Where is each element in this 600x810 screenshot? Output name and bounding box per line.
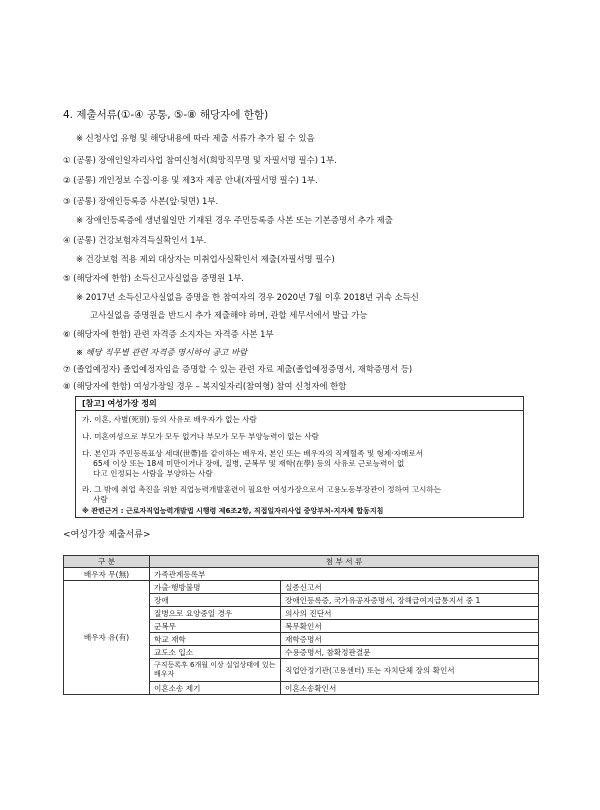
- note-line: ※ 신청사업 유형 및 해당내용에 따라 제출 서류가 추가 될 수 있음: [76, 133, 315, 143]
- notice-box: [75, 396, 524, 518]
- list-item: ⑤ (해당자에 한함) 소득신고사실없음 증명원 1부.: [63, 273, 244, 283]
- row-group: 배우자 유(有): [64, 581, 150, 695]
- row-item: 구직등록후 6개월 이상 실업상태에 있는 배우자: [150, 659, 281, 682]
- row-doc: 장애인등록증, 국가유공자증명서, 장해급여지급통지서 중 1: [281, 594, 539, 607]
- row-doc: 실종신고서: [281, 581, 539, 594]
- list-item: ② (공통) 개인정보 수집·이용 및 제3자 제공 안내(자필서명 필수) 1부.: [63, 175, 318, 185]
- list-item: ① (공통) 장애인일자리사업 참여신청서(희망직무명 및 자필서명 필수) 1부.: [63, 155, 337, 165]
- docs-caption: <여성가장 제출서류>: [63, 530, 151, 540]
- notice-item-continued: 사람: [93, 495, 108, 504]
- row-doc: 수용증명서, 참확정판결문: [281, 646, 539, 659]
- list-item: ⑥ (해당자에 한함) 관련 자격증 소지자는 자격증 사본 1부: [63, 329, 274, 339]
- row-item: 질병으로 요양중일 경우: [150, 607, 281, 620]
- row-doc: 이혼소송확인서: [281, 682, 539, 695]
- row-doc: 의사의 진단서: [281, 607, 539, 620]
- header-category: 구 분: [64, 556, 150, 568]
- section-heading: 4. 제출서류(①-④ 공통, ⑤-⑧ 해당자에 한함): [63, 109, 269, 121]
- row-doc: 직업안정기관(고용센터) 또는 자치단체 장의 확인서: [281, 659, 539, 682]
- list-item: ④ (공통) 건강보험자격득실확인서 1부.: [63, 235, 207, 245]
- row-doc: 가족관계등록부: [150, 568, 539, 581]
- notice-item: 다. 본인과 주민등록표상 세대(世帶)를 같이하는 배우자, 본인 또는 배우자의 직계혈족 및 형제·자매로서: [82, 449, 423, 458]
- list-item: ⑧ (해당자에 한함) 여성가장일 경우 – 복지일자리(참여형) 참여 신청자에 한함: [63, 381, 347, 391]
- note-line-continued: 고사실없음 증명원을 반드시 추가 제출해야 하며, 관할 세무서에서 발급 가능: [90, 310, 368, 320]
- notice-item: 가. 이혼, 사별(死別) 등의 사유로 배우자가 없는 사람: [82, 415, 257, 424]
- notice-title-row: [76, 397, 523, 411]
- row-group: 배우자 무(無): [64, 568, 150, 581]
- row-item: 교도소 입소: [150, 646, 281, 659]
- docs-table: [63, 555, 539, 695]
- row-item: 가출·행방불명: [150, 581, 281, 594]
- row-item: 군복무: [150, 620, 281, 633]
- row-doc: 복무확인서: [281, 620, 539, 633]
- row-doc: 재학증명서: [281, 633, 539, 646]
- notice-item: 라. 그 밖에 취업 촉진을 위한 직업능력개발훈련이 필요한 여성가장으로서 고용노동부장관이 정하여 고시하는: [82, 485, 442, 494]
- list-item: ③ (공통) 장애인등록증 사본(앞·뒷면) 1부.: [63, 196, 219, 206]
- table-header-row: [64, 556, 539, 568]
- notice-item-continued: 다고 인정되는 사람을 부양하는 사람: [93, 469, 213, 478]
- notice-item-continued: 65세 이상 또는 18세 미만이거나 장애, 질병, 군복무 및 재학(在學) 등의 사유로 근로능력이 없: [93, 459, 405, 468]
- note-line: ※ 해당 직무별 관련 자격증 명시하여 공고 바람: [76, 347, 248, 357]
- note-line: ※ 장애인등록증에 생년월일만 기재된 경우 주민등록증 사본 또는 기본증명서 추가 제출: [76, 215, 393, 225]
- table-row: [64, 581, 539, 594]
- note-line: ※ 2017년 소득신고사실없음 증명을 한 참여자의 경우 2020년 7월 이후 2018년 귀속 소득신: [76, 292, 419, 302]
- notice-basis: ※ 관련근거 : 근로자직업능력개발법 시행령 제6조2항, 직접일자리사업 중앙부처-지자체 합동지침: [82, 507, 384, 515]
- table-row: [64, 568, 539, 581]
- notice-title: [참고] 여성가장 정의: [82, 399, 157, 408]
- header-attachments: 첨 부 서 류: [150, 556, 539, 568]
- note-line: ※ 건강보험 적용 제외 대상자는 미취업사실확인서 제출(자필서명 필수): [76, 254, 335, 264]
- row-item: 이혼소송 제기: [150, 682, 281, 695]
- notice-item: 나. 미혼여성으로 부모가 모두 없거나 부모가 모두 부양능력이 없는 사람: [82, 432, 319, 441]
- row-item: 학교 재학: [150, 633, 281, 646]
- row-item: 장애: [150, 594, 281, 607]
- list-item: ⑦ (졸업예정자) 졸업예정자임을 증명할 수 있는 관련 자료 제출(졸업예정증명서, 재학증명서 등): [63, 364, 413, 374]
